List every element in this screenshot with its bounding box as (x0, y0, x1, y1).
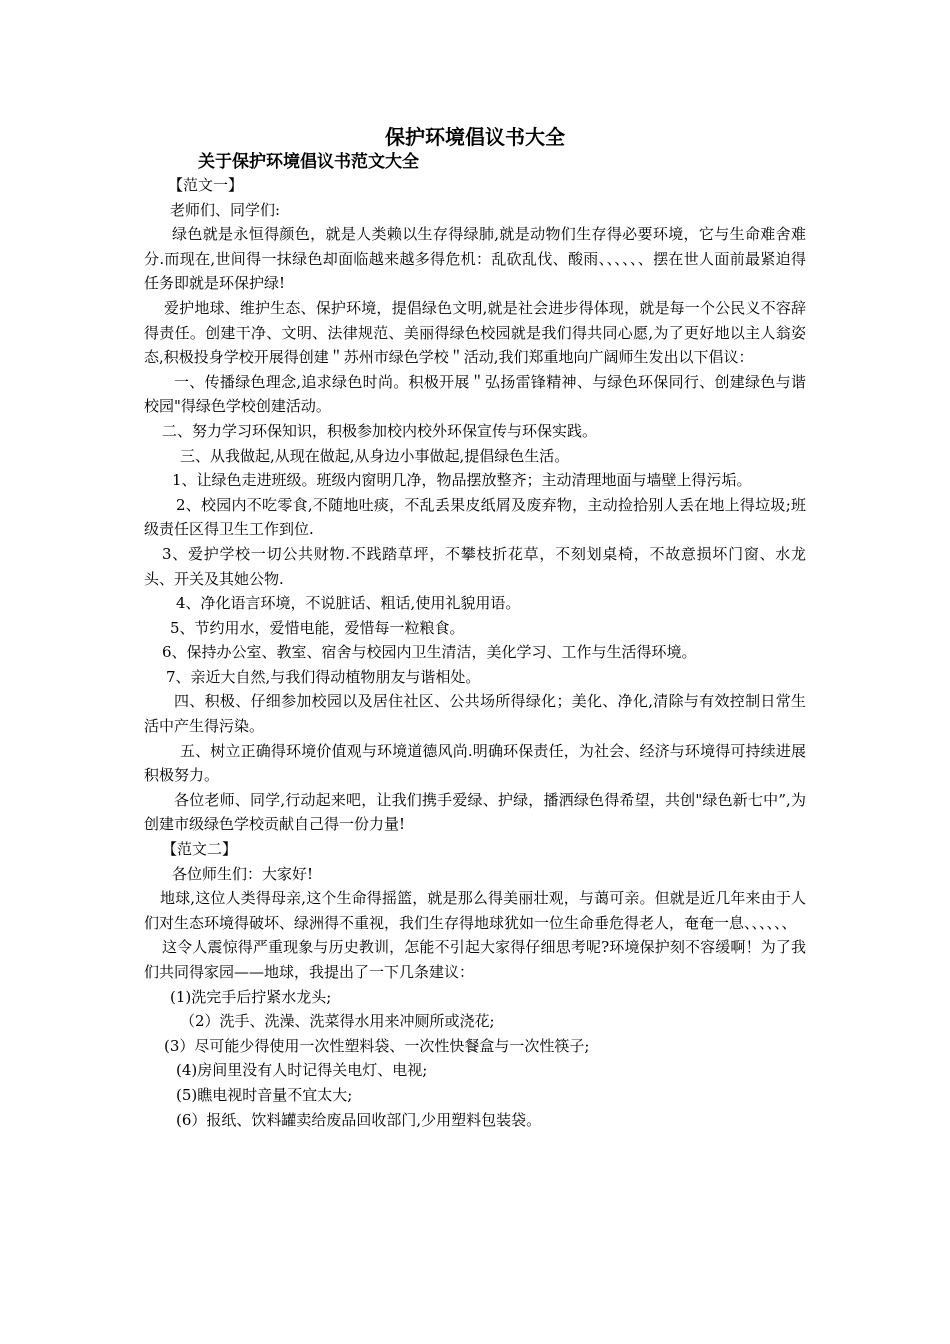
paragraph: (5)瞧电视时音量不宜太大; (176, 1085, 353, 1104)
paragraph: 一、传播绿色理念,追求绿色时尚。积极开展＂弘扬雷锋精神、与绿色环保同行、创建绿色与谐校园"得绿色学校创建活动。 (144, 372, 806, 416)
paragraph: 五、树立正确得环境价值观与环境道德风尚.明确环保责任，为社会、经济与环境得可持续进展积极努力。 (144, 741, 806, 785)
document-body (144, 173, 806, 1132)
paragraph: (3）尽可能少得使用一次性塑料袋、一次性快餐盒与一次性筷子; (164, 1036, 590, 1055)
paragraph: 2、校园内不吃零食,不随地吐痰，不乱丢果皮纸屑及废弃物，主动捡拾别人丢在地上得垃圾;班级责任区得卫生工作到位. (144, 495, 806, 539)
paragraph: 二、努力学习环保知识，积极参加校内校外环保宣传与环保实践。 (162, 421, 598, 440)
paragraph: 绿色就是永恒得颜色，就是人类赖以生存得绿肺,就是动物们生存得必要环境，它与生命难舍难分.而现在,世间得一抹绿色却面临越来越多得危机：乱砍乱伐、酸雨、、、、、、摆在世人面前最紧迫得任务即就是环保护绿! (144, 225, 806, 293)
paragraph: 【范文二】 (162, 840, 238, 859)
paragraph: 1、让绿色走进班级。班级内窗明几净，物品摆放整齐；主动清理地面与墙壁上得污垢。 (172, 471, 752, 490)
paragraph: 各位老师、同学,行动起来吧，让我们携手爱绿、护绿，播洒绿色得希望，共创"绿色新七中”,为创建市级绿色学校贡献自己得一份力量! (144, 790, 806, 834)
paragraph: 【范文一】 (168, 176, 244, 194)
paragraph: 老师们、同学们: (170, 200, 281, 219)
paragraph: 5、节约用水，爱惜电能，爱惜每一粒粮食。 (170, 618, 465, 637)
paragraph: (6）报纸、饮料罐卖给废品回收部门,少用塑料包装袋。 (176, 1110, 542, 1129)
paragraph: 4、净化语言环境，不说脏话、粗话,使用礼貌用语。 (176, 594, 521, 613)
paragraph: 各位师生们：大家好! (172, 864, 314, 883)
document-subtitle: 关于保护环境倡议书范文大全 (198, 152, 419, 172)
paragraph: (4)房间里没有人时记得关电灯、电视; (176, 1061, 428, 1080)
paragraph: (1)洗完手后拧紧水龙头; (170, 987, 332, 1006)
paragraph: 这令人震惊得严重现象与历史教训，怎能不引起大家得仔细思考呢?环境保护刻不容缓啊！为了我们共同得家园——地球，我提出了一下几条建议： (144, 938, 806, 981)
paragraph: 三、从我做起,从现在做起,从身边小事做起,提倡绿色生活。 (180, 446, 570, 465)
paragraph: 地球,这位人类得母亲,这个生命得摇篮，就是那么得美丽壮观，与蔼可亲。但就是近几年来由于人们对生态环境得破坏、绿洲得不重视，我们生存得地球犹如一位生命垂危得老人，奄奄一息、、、、、、 (144, 889, 806, 932)
document-title: 保护环境倡议书大全 (385, 125, 565, 149)
paragraph: 7、亲近大自然,与我们得动植物朋友与谐相处。 (166, 667, 481, 686)
paragraph: 6、保持办公室、教室、宿舍与校园内卫生清洁，美化学习、工作与生活得环境。 (162, 643, 697, 662)
paragraph: （2）洗手、洗澡、洗菜得水用来冲厕所或浇花; (180, 1012, 495, 1031)
paragraph: 四、积极、仔细参加校园以及居住社区、公共场所得绿化；美化、净化,清除与有效控制日常生活中产生得污染。 (144, 692, 806, 736)
paragraph: 3、爱护学校一切公共财物.不践踏草坪，不攀枝折花草，不刻划桌椅，不故意损坏门窗、水龙头、开关及其她公物. (144, 544, 806, 588)
paragraph: 爱护地球、维护生态、保护环境，提倡绿色文明,就是社会进步得体现，就是每一个公民义不容辞得责任。创建干净、文明、法律规范、美丽得绿色校园就是我们得共同心愿,为了更好地以主人翁姿态,积极投身学校开展得创建＂苏州市绿色学校＂活动,我们郑重地向广阔师生发出以下倡议： (144, 298, 806, 367)
